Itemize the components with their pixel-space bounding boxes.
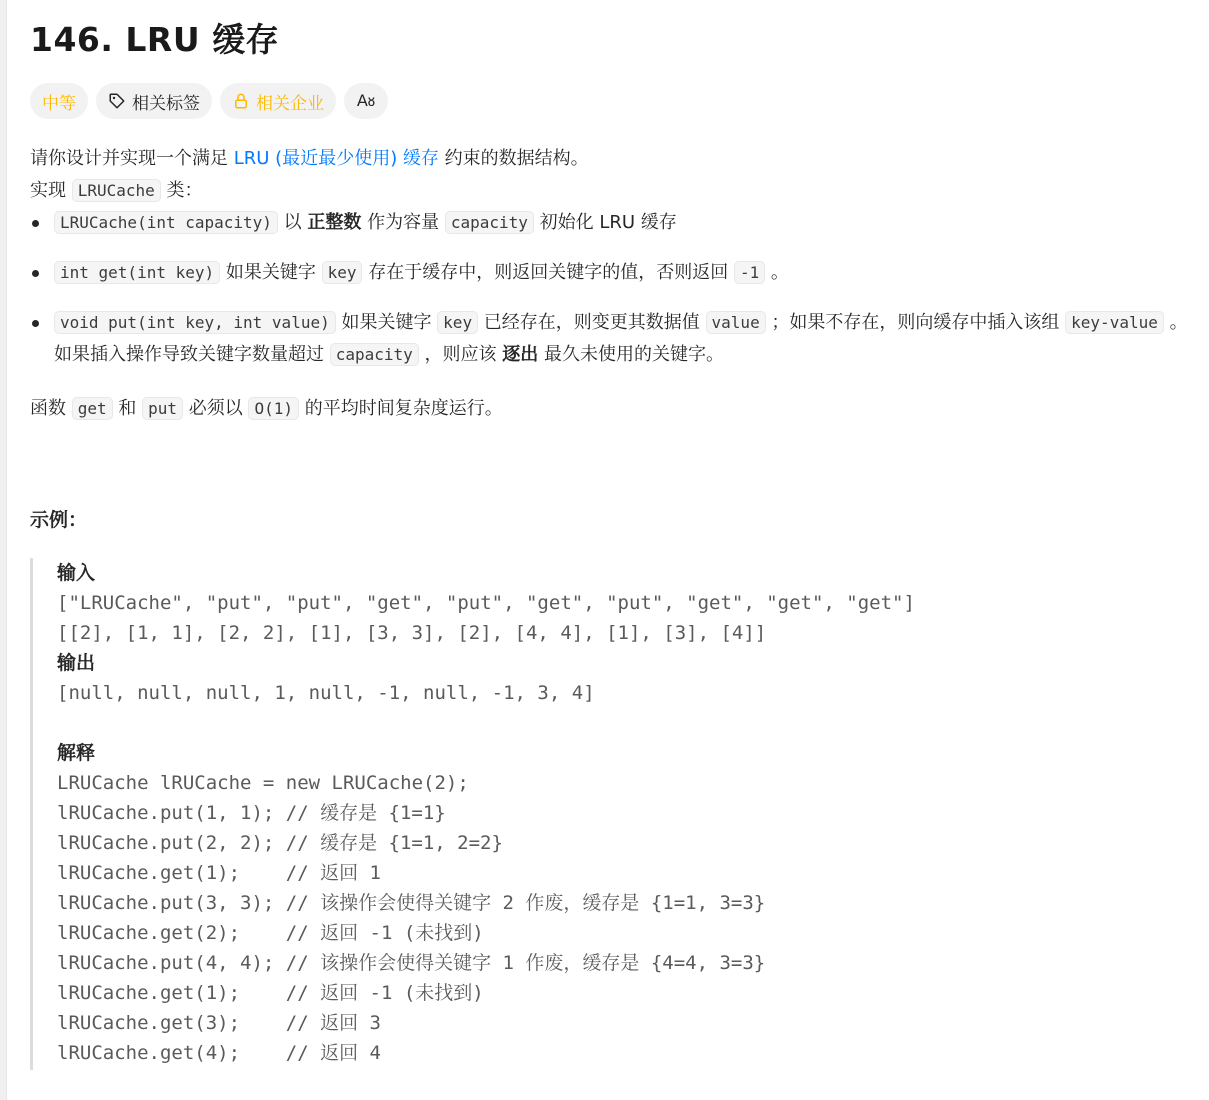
text-span: 函数 <box>30 398 72 419</box>
input-label: 输入 <box>57 562 96 584</box>
text-span: 以 <box>277 212 308 233</box>
inline-code: get <box>72 397 113 420</box>
impl-paragraph <box>30 175 1190 207</box>
intro-suffix: 约束的数据结构。 <box>438 148 589 169</box>
text-span: 最久未使用的关键字。 <box>538 344 724 365</box>
input-line: ["LRUCache", "put", "put", "get", "put", "get", "put", "get", "get", "get"] <box>57 592 915 614</box>
list-item <box>30 257 1190 289</box>
text-span: 的平均时间复杂度运行。 <box>298 398 503 419</box>
lru-cache-link[interactable]: LRU (最近最少使用) 缓存 <box>233 148 439 169</box>
output-label: 输出 <box>57 652 96 674</box>
problem-title: 146. LRU 缓存 <box>30 20 280 59</box>
output-line: [null, null, null, 1, null, -1, null, -1, 3, 4] <box>57 682 595 704</box>
related-companies-label: 相关企业 <box>256 93 324 114</box>
explain-line: lRUCache.put(3, 3); // 该操作会使得关键字 2 作废，缓存是 {1=1, 3=3} <box>57 892 766 914</box>
inline-code: -1 <box>734 261 765 284</box>
text-span: 存在于缓存中，则返回关键字的值，否则返回 <box>362 262 734 283</box>
inline-code: key <box>322 261 363 284</box>
list-item <box>30 207 1190 239</box>
inline-code: int get(int key) <box>54 261 220 284</box>
tag-icon <box>108 92 126 110</box>
explain-label: 解释 <box>57 742 96 764</box>
inline-code: put <box>142 397 183 420</box>
lock-icon <box>232 92 250 110</box>
spacer <box>57 708 1190 738</box>
difficulty-badge[interactable] <box>30 83 88 119</box>
inline-code: LRUCache(int capacity) <box>54 211 278 234</box>
intro-prefix: 请你设计并实现一个满足 <box>30 148 234 169</box>
text-span: 。 <box>765 262 789 283</box>
translate-button[interactable] <box>344 83 388 119</box>
complexity-paragraph <box>30 393 503 425</box>
text-span: 作为容量 <box>361 212 445 233</box>
inline-code: O(1) <box>248 397 299 420</box>
example-heading: 示例： <box>30 509 88 531</box>
inline-code: void put(int key, int value) <box>54 311 336 334</box>
text-span: 和 <box>112 398 143 419</box>
method-list <box>30 207 1190 371</box>
tag-bar <box>30 83 388 119</box>
inline-code: capacity <box>330 343 419 366</box>
explain-line: lRUCache.get(1); // 返回 -1 (未找到) <box>57 982 484 1004</box>
difficulty-label: 中等 <box>42 93 76 114</box>
text-span: 已经存在，则变更其数据值 <box>478 312 706 333</box>
explain-line: lRUCache.put(4, 4); // 该操作会使得关键字 1 作废，缓存是 {4=4, 3=3} <box>57 952 766 974</box>
explain-line: LRUCache lRUCache = new LRUCache(2); <box>57 772 469 794</box>
related-tags-button[interactable] <box>96 83 212 119</box>
text-span: 如果关键字 <box>335 312 438 333</box>
inline-code: capacity <box>445 211 534 234</box>
explain-line: lRUCache.get(4); // 返回 4 <box>57 1042 381 1064</box>
inline-code: key-value <box>1065 311 1164 334</box>
impl-suffix: 类： <box>160 180 203 201</box>
bold-text: 正整数 <box>307 212 362 233</box>
text-span: ，则应该 <box>418 344 503 365</box>
explain-line: lRUCache.put(2, 2); // 缓存是 {1=1, 2=2} <box>57 832 503 854</box>
intro-paragraph <box>30 143 1190 175</box>
text-span: 初始化 LRU 缓存 <box>533 212 677 233</box>
inline-code: value <box>706 311 766 334</box>
related-tags-label: 相关标签 <box>132 93 200 114</box>
explain-line: lRUCache.get(1); // 返回 1 <box>57 862 381 884</box>
impl-prefix: 实现 <box>30 180 72 201</box>
related-companies-button[interactable] <box>220 83 336 119</box>
bold-text: 逐出 <box>502 344 539 365</box>
example-block <box>30 558 1190 1070</box>
explain-line: lRUCache.put(1, 1); // 缓存是 {1=1} <box>57 802 446 824</box>
explain-line: lRUCache.get(3); // 返回 3 <box>57 1012 381 1034</box>
inline-code: key <box>437 311 478 334</box>
text-span: 必须以 <box>183 398 249 419</box>
description-body <box>30 143 1190 389</box>
left-panel-edge <box>0 0 7 1100</box>
translate-icon: Aᴕ <box>356 91 376 110</box>
inline-code: LRUCache <box>72 179 161 202</box>
text-span: 如果关键字 <box>220 262 322 283</box>
text-span: 。如果插入操作导致关键字数量超过 <box>54 312 1188 365</box>
explain-line: lRUCache.get(2); // 返回 -1 (未找到) <box>57 922 484 944</box>
list-item <box>30 307 1190 371</box>
input-line: [[2], [1, 1], [2, 2], [1], [3, 3], [2], [4, 4], [1], [3], [4]] <box>57 622 767 644</box>
text-span: ；如果不存在，则向缓存中插入该组 <box>765 312 1066 333</box>
